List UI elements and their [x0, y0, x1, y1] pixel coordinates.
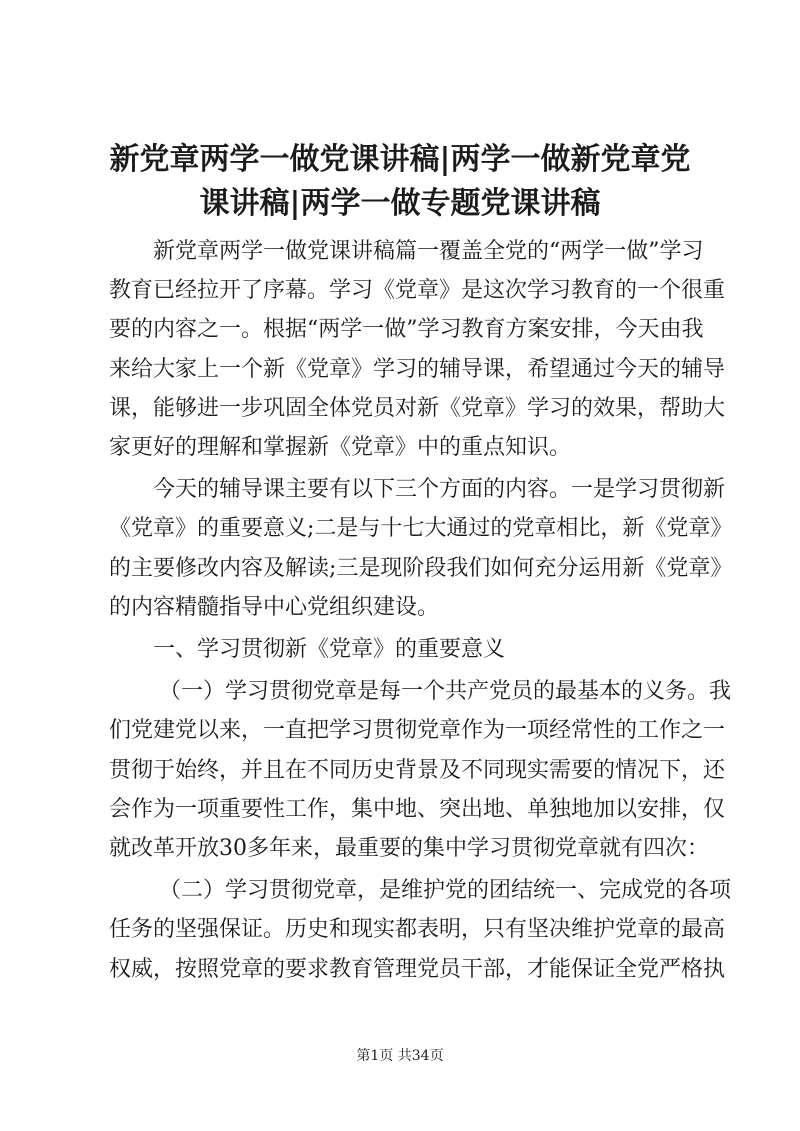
page-number-footer: 第1页 共34页	[356, 1048, 444, 1064]
text-line: 就改革开放30多年来，最重要的集中学习贯彻党章就有四次：	[109, 836, 709, 862]
text-line: 课，能够进一步巩固全体党员对新《党章》学习的效果，帮助大	[109, 395, 726, 421]
text-line: 今天的辅导课主要有以下三个方面的内容。一是学习贯彻新	[153, 477, 726, 503]
text-line: 来给大家上一个新《党章》学习的辅导课，希望通过今天的辅导	[109, 356, 726, 382]
document-title	[100, 138, 700, 226]
text-line: 家更好的理解和掌握新《党章》中的重点知识。	[109, 435, 572, 461]
text-line: （一）学习贯彻党章是每一个共产党员的最基本的义务。我	[159, 679, 732, 705]
title-line-1: 新党章两学一做党课讲稿|两学一做新党章党	[109, 142, 691, 177]
document-body	[109, 232, 733, 992]
text-line: （二）学习贯彻党章，是维护党的团结统一、完成党的各项	[159, 878, 732, 904]
text-line: 任务的坚强保证。历史和现实都表明，只有坚决维护党章的最高	[109, 917, 726, 943]
text-line: 教育已经拉开了序幕。学习《党章》是这次学习教育的一个很重	[109, 278, 726, 304]
text-line: 《党章》的重要意义;二是与十七大通过的党章相比，新《党章》	[109, 516, 733, 542]
paragraph-point-1	[109, 672, 732, 868]
text-line: 的主要修改内容及解读;三是现阶段我们如何充分运用新《党章》	[109, 555, 733, 581]
section-heading	[109, 630, 709, 669]
text-line: 贯彻于始终，并且在不同历史背景及不同现实需要的情况下，还	[109, 757, 726, 783]
text-line: 权威，按照党章的要求教育管理党员干部，才能保证全党严格执	[109, 956, 726, 982]
paragraph-outline	[109, 470, 733, 627]
text-line: 的内容精髓指导中心党组织建设。	[109, 594, 440, 620]
text-line: 们党建党以来，一直把学习贯彻党章作为一项经常性的工作之一	[109, 718, 726, 744]
paragraph-intro	[109, 232, 726, 467]
section-heading-text: 一、学习贯彻新《党章》的重要意义	[153, 637, 506, 663]
text-line: 会作为一项重要性工作，集中地、突出地、单独地加以安排，仅	[109, 796, 726, 822]
text-line: 新党章两学一做党课讲稿篇一覆盖全党的“两学一做”学习	[153, 239, 704, 264]
paragraph-point-2	[109, 871, 732, 989]
text-line: 要的内容之一。根据“两学一做”学习教育方案安排，今天由我	[109, 317, 704, 343]
title-line-2: 课讲稿|两学一做专题党课讲稿	[199, 186, 601, 221]
